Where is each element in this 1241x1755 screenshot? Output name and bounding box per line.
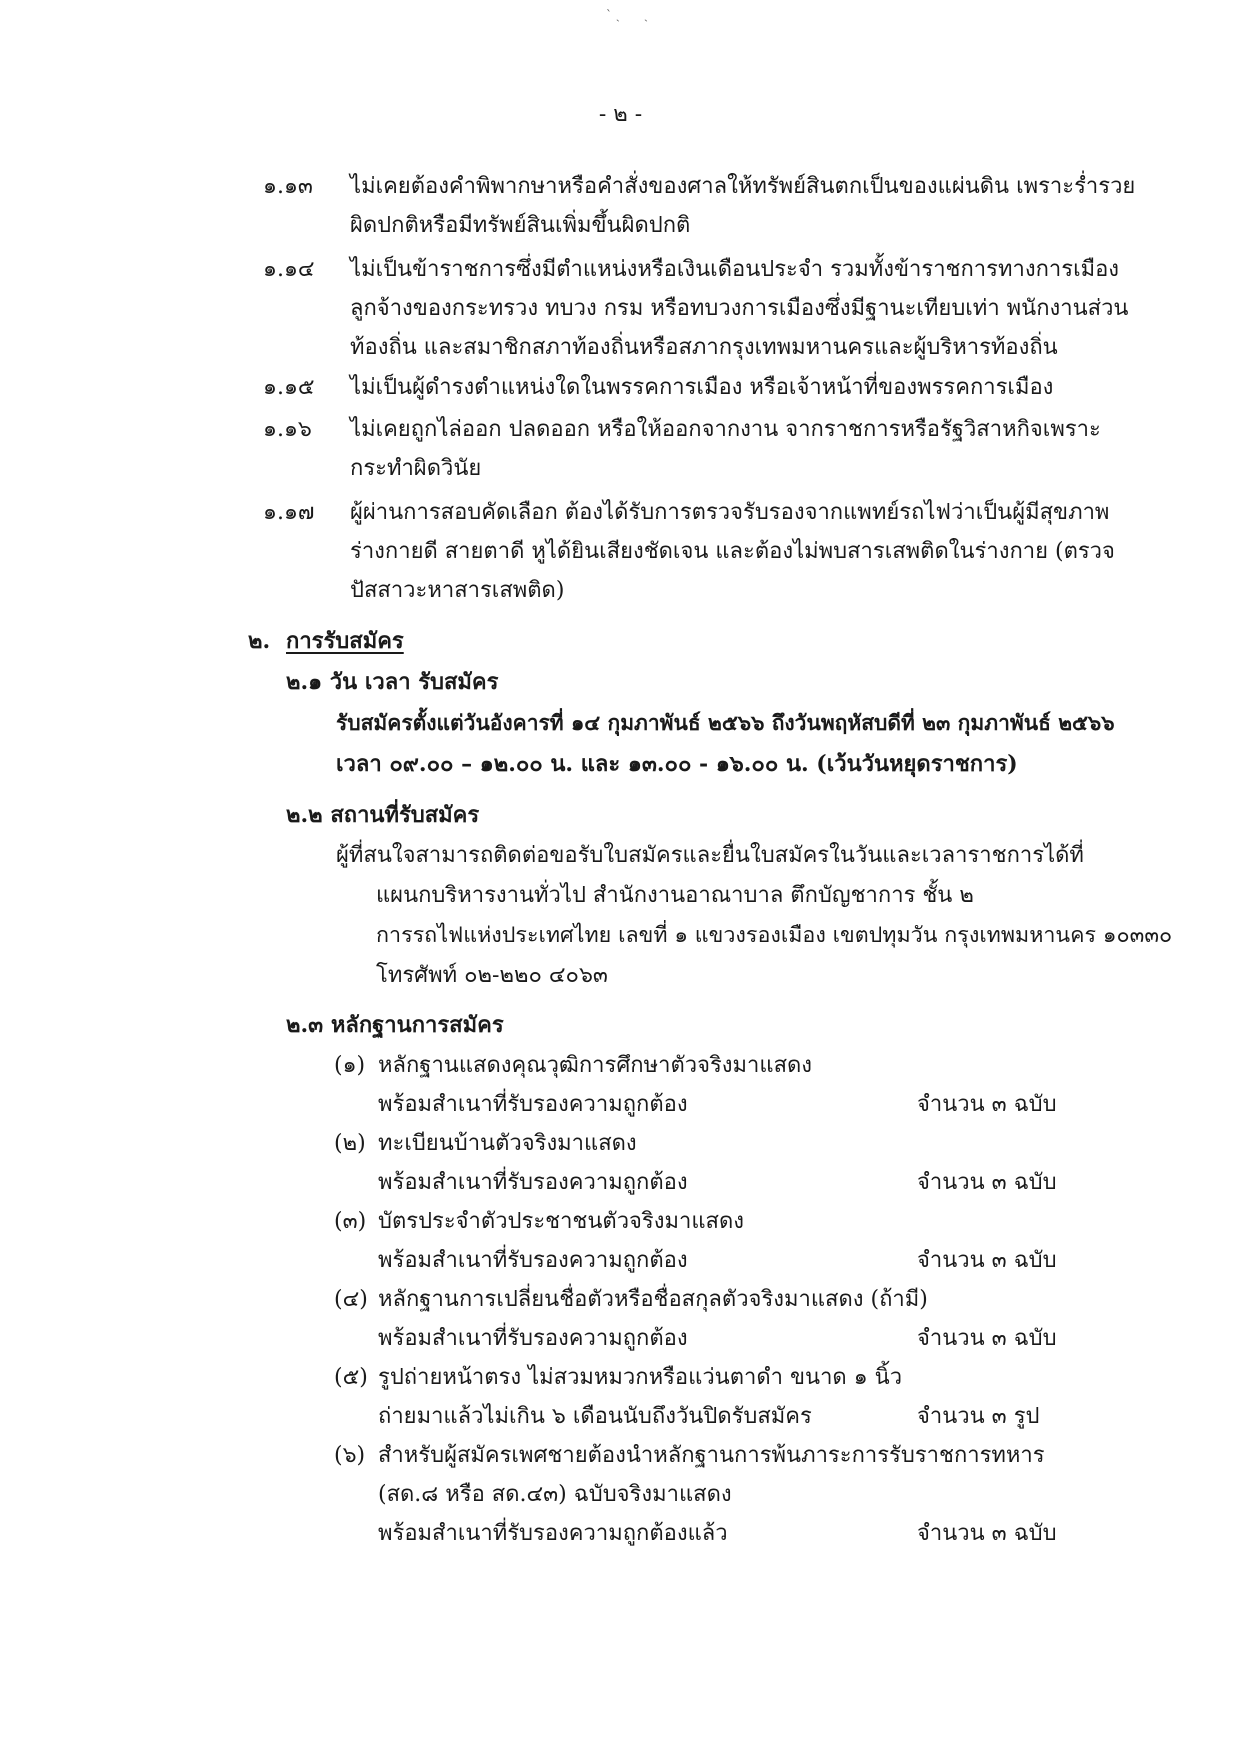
document-item-text: ทะเบียนบ้านตัวจริงมาแสดง	[378, 1131, 637, 1156]
section-title: การรับสมัคร	[286, 628, 404, 654]
item-text: ผิดปกติหรือมีทรัพย์สินเพิ่มขึ้นผิดปกติ	[350, 213, 691, 238]
subsection-heading: ๒.๑ วัน เวลา รับสมัคร	[286, 669, 499, 695]
document-item-number: (๑)	[334, 1053, 366, 1078]
item-number: ๑.๑๔	[263, 257, 315, 282]
item-text: ท้องถิ่น และสมาชิกสภาท้องถิ่นหรือสภากรุงเทพมหานครและผู้บริหารท้องถิ่น	[350, 335, 1058, 360]
item-text: ไม่เป็นผู้ดำรงตำแหน่งใดในพรรคการเมือง หรือเจ้าหน้าที่ของพรรคการเมือง	[350, 375, 1054, 400]
document-item-number: (๒)	[334, 1131, 366, 1156]
document-item-number: (๖)	[334, 1443, 366, 1468]
document-item-text: หลักฐานการเปลี่ยนชื่อตัวหรือชื่อสกุลตัวจริงมาแสดง (ถ้ามี)	[378, 1287, 928, 1312]
page-number: - ๒ -	[598, 102, 643, 127]
item-text: ร่างกายดี สายตาดี หูได้ยินเสียงชัดเจน และต้องไม่พบสารเสพติดในร่างกาย (ตรวจ	[350, 539, 1115, 564]
item-text: ลูกจ้างของกระทรวง ทบวง กรม หรือทบวงการเมืองซึ่งมีฐานะเทียบเท่า พนักงานส่วน	[350, 296, 1129, 321]
item-number: ๑.๑๕	[263, 375, 315, 400]
document-item-text: พร้อมสำเนาที่รับรองความถูกต้องแล้ว	[378, 1521, 728, 1546]
document-item-text: พร้อมสำเนาที่รับรองความถูกต้อง	[378, 1248, 688, 1273]
item-text: กระทำผิดวินัย	[350, 456, 482, 481]
subsection-heading: ๒.๓ หลักฐานการสมัคร	[286, 1012, 504, 1038]
location-address: การรถไฟแห่งประเทศไทย เลขที่ ๑ แขวงรองเมือง เขตปทุมวัน กรุงเทพมหานคร ๑๐๓๓๐	[376, 923, 1173, 948]
application-hours: เวลา ๐๙.๐๐ – ๑๒.๐๐ น. และ ๑๓.๐๐ - ๑๖.๐๐ น. (เว้นวันหยุดราชการ)	[336, 751, 1018, 777]
application-dates: รับสมัครตั้งแต่วันอังคารที่ ๑๔ กุมภาพันธ์ ๒๕๖๖ ถึงวันพฤหัสบดีที่ ๒๓ กุมภาพันธ์ ๒๕๖๖	[336, 710, 1115, 735]
document-item-quantity: จำนวน ๓ ฉบับ	[917, 1248, 1057, 1273]
document-item-text: (สด.๘ หรือ สด.๔๓) ฉบับจริงมาแสดง	[378, 1482, 732, 1507]
document-item-text: สำหรับผู้สมัครเพศชายต้องนำหลักฐานการพ้นภาระการรับราชการทหาร	[378, 1443, 1045, 1468]
document-item-text: พร้อมสำเนาที่รับรองความถูกต้อง	[378, 1092, 688, 1117]
location-text: ผู้ที่สนใจสามารถติดต่อขอรับใบสมัครและยื่นใบสมัครในวันและเวลาราชการได้ที่	[336, 843, 1084, 868]
item-text: ปัสสาวะหาสารเสพติด)	[350, 578, 565, 603]
document-item-number: (๓)	[334, 1209, 367, 1234]
document-item-quantity: จำนวน ๓ ฉบับ	[917, 1092, 1057, 1117]
location-phone: โทรศัพท์ ๐๒-๒๒๐ ๔๐๖๓	[376, 963, 608, 988]
document-item-number: (๔)	[334, 1287, 368, 1312]
document-item-text: รูปถ่ายหน้าตรง ไม่สวมหมวกหรือแว่นตาดำ ขนาด ๑ นิ้ว	[378, 1365, 903, 1390]
document-item-number: (๕)	[334, 1365, 368, 1390]
document-item-quantity: จำนวน ๓ ฉบับ	[917, 1326, 1057, 1351]
item-text: ไม่เป็นข้าราชการซึ่งมีตำแหน่งหรือเงินเดือนประจำ รวมทั้งข้าราชการทางการเมือง	[350, 257, 1120, 282]
document-item-text: ถ่ายมาแล้วไม่เกิน ๖ เดือนนับถึงวันปิดรับสมัคร	[378, 1404, 812, 1429]
document-item-quantity: จำนวน ๓ ฉบับ	[917, 1521, 1057, 1546]
section-number: ๒.	[248, 628, 271, 654]
document-item-quantity: จำนวน ๓ รูป	[917, 1404, 1040, 1429]
document-item-text: บัตรประจำตัวประชาชนตัวจริงมาแสดง	[378, 1209, 744, 1234]
item-number: ๑.๑๓	[263, 174, 313, 199]
subsection-heading: ๒.๒ สถานที่รับสมัคร	[286, 802, 480, 828]
scan-mark: ˏ	[644, 8, 648, 22]
item-number: ๑.๑๗	[263, 500, 315, 525]
scan-mark: ˋ ˎ	[606, 8, 620, 22]
item-number: ๑.๑๖	[263, 417, 312, 442]
item-text: ไม่เคยต้องคำพิพากษาหรือคำสั่งของศาลให้ทรัพย์สินตกเป็นของแผ่นดิน เพราะร่ำรวย	[350, 174, 1136, 199]
document-item-text: หลักฐานแสดงคุณวุฒิการศึกษาตัวจริงมาแสดง	[378, 1053, 813, 1078]
document-item-text: พร้อมสำเนาที่รับรองความถูกต้อง	[378, 1170, 688, 1195]
item-text: ผู้ผ่านการสอบคัดเลือก ต้องได้รับการตรวจรับรองจากแพทย์รถไฟว่าเป็นผู้มีสุขภาพ	[350, 500, 1110, 525]
document-item-quantity: จำนวน ๓ ฉบับ	[917, 1170, 1057, 1195]
document-item-text: พร้อมสำเนาที่รับรองความถูกต้อง	[378, 1326, 688, 1351]
location-text: แผนกบริหารงานทั่วไป สำนักงานอาณาบาล ตึกบัญชาการ ชั้น ๒	[376, 883, 974, 908]
item-text: ไม่เคยถูกไล่ออก ปลดออก หรือให้ออกจากงาน จากราชการหรือรัฐวิสาหกิจเพราะ	[350, 417, 1101, 442]
